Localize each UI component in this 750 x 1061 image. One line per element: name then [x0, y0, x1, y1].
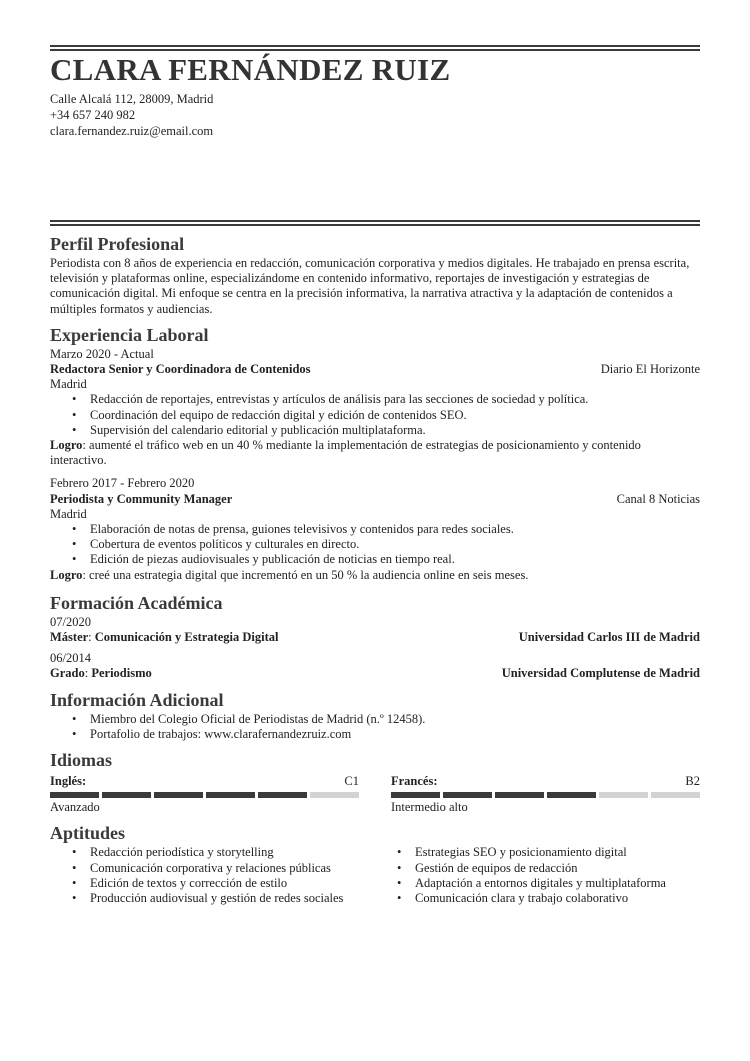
education-school: Universidad Carlos III de Madrid — [518, 630, 700, 645]
job-company: Diario El Horizonte — [600, 362, 700, 377]
education-heading: Formación Académica — [50, 592, 223, 613]
education-section — [50, 591, 700, 682]
language-name: Inglés: — [50, 774, 87, 789]
achievement-label: Logro — [50, 567, 83, 582]
job-title: Periodista y Community Manager — [50, 491, 233, 506]
job-achievement — [50, 438, 700, 468]
achievement-text: : aumenté el tráfico web en un 40 % mediante la implementación de estrategias de posicionamiento y contenido interactivo. — [50, 438, 641, 468]
language-level: B2 — [685, 774, 700, 789]
list-item: • Miembro del Colegio Oficial de Periodistas de Madrid (n.º 12458). — [90, 712, 700, 727]
level-segment-filled — [206, 792, 255, 798]
contact-address: Calle Alcalá 112, 28009, Madrid — [50, 92, 214, 106]
list-item: • Comunicación corporativa y relaciones públicas — [90, 861, 375, 876]
language-row — [391, 774, 700, 789]
list-item: • Cobertura de eventos políticos y culturales en directo. — [90, 537, 700, 552]
list-item: • Gestión de equipos de redacción — [415, 861, 700, 876]
list-item: • Coordinación del equipo de redacción digital y edición de contenidos SEO. — [90, 408, 700, 423]
language-description: Intermedio alto — [391, 800, 468, 815]
experience-heading: Experiencia Laboral — [50, 324, 209, 345]
language-level-bar — [50, 792, 359, 798]
job-title: Redactora Senior y Coordinadora de Contenidos — [50, 362, 311, 377]
level-segment-empty — [651, 792, 700, 798]
skills-heading: Aptitudes — [50, 823, 126, 844]
job-dates: Marzo 2020 - Actual — [50, 346, 154, 361]
education-school: Universidad Complutense de Madrid — [501, 666, 700, 681]
level-segment-filled — [443, 792, 492, 798]
skills-list-right — [375, 845, 700, 906]
education-entry — [50, 651, 700, 681]
header-bottom-rule — [50, 220, 700, 226]
education-row — [50, 630, 700, 645]
education-field: Periodismo — [91, 666, 152, 681]
list-item: • Comunicación clara y trabajo colaborativo — [415, 891, 700, 906]
job-dates: Febrero 2017 - Febrero 2020 — [50, 476, 195, 491]
job-location: Madrid — [50, 377, 87, 392]
list-item: • Producción audiovisual y gestión de redes sociales — [90, 891, 375, 906]
education-degree-line: Grado: Periodismo — [50, 666, 152, 681]
language-row — [50, 774, 359, 789]
job-achievement — [50, 568, 700, 583]
level-segment-filled — [102, 792, 151, 798]
level-segment-filled — [495, 792, 544, 798]
languages-section — [50, 748, 700, 815]
education-field: Comunicación y Estrategia Digital — [94, 630, 279, 645]
language-description: Avanzado — [50, 800, 100, 815]
achievement-label: Logro — [50, 438, 83, 453]
resume-content — [50, 232, 700, 912]
list-item: • Redacción periodística y storytelling — [90, 845, 375, 860]
language-name: Francés: — [391, 774, 438, 789]
job-entry — [50, 476, 700, 582]
language-entry — [50, 774, 359, 815]
level-segment-empty — [310, 792, 359, 798]
job-bullets — [50, 392, 700, 438]
list-item: • Edición de piezas audiovisuales y publicación de noticias en tiempo real. — [90, 552, 700, 567]
level-segment-filled — [50, 792, 99, 798]
education-degree: Grado — [50, 666, 85, 681]
education-degree-line: Máster: Comunicación y Estrategia Digital — [50, 630, 279, 645]
achievement-text: : creé una estrategia digital que incrementó en un 50 % la audiencia online en seis meses. — [82, 567, 529, 582]
level-segment-filled — [154, 792, 203, 798]
language-level: C1 — [344, 774, 359, 789]
education-entry — [50, 615, 700, 645]
list-item: • Adaptación a entornos digitales y multiplataforma — [415, 876, 700, 891]
contact-email: clara.fernandez.ruiz@email.com — [50, 124, 214, 138]
language-entry — [391, 774, 700, 815]
level-segment-filled — [547, 792, 596, 798]
header-top-rule — [50, 45, 700, 51]
education-row — [50, 666, 700, 681]
job-title-row — [50, 492, 700, 507]
level-segment-filled — [391, 792, 440, 798]
list-item: • Redacción de reportajes, entrevistas y artículos de análisis para las secciones de sociedad y política. — [90, 392, 700, 407]
job-company: Canal 8 Noticias — [616, 491, 700, 506]
education-degree: Máster — [50, 630, 89, 645]
job-entry — [50, 347, 700, 469]
language-level-bar — [391, 792, 700, 798]
level-segment-empty — [599, 792, 648, 798]
job-location: Madrid — [50, 506, 87, 521]
job-title-row — [50, 362, 700, 377]
languages-heading: Idiomas — [50, 750, 113, 771]
additional-list — [50, 712, 700, 742]
list-item: • Edición de textos y corrección de estilo — [90, 876, 375, 891]
languages-grid — [50, 774, 700, 815]
candidate-name: CLARA FERNÁNDEZ RUIZ — [50, 52, 451, 87]
additional-section — [50, 688, 700, 742]
list-item: • Portafolio de trabajos: www.clarafernandezruiz.com — [90, 727, 700, 742]
experience-section — [50, 323, 700, 583]
contact-block — [50, 91, 213, 139]
skills-columns — [50, 845, 700, 906]
job-bullets — [50, 522, 700, 568]
list-item: • Supervisión del calendario editorial y publicación multiplataforma. — [90, 423, 700, 438]
list-item: • Elaboración de notas de prensa, guiones televisivos y contenidos para redes sociales. — [90, 522, 700, 537]
education-date: 07/2020 — [50, 614, 91, 629]
list-item: • Estrategias SEO y posicionamiento digital — [415, 845, 700, 860]
profile-text: Periodista con 8 años de experiencia en redacción, comunicación corporativa y medios digitales. He trabajado en prensa escrita, televisión y plataformas online, especializándome en contenido informativo, reportajes de investigación y estrategias de comunicación digital. Mi enfoque se centra en la precisión informativa, la narrativa atractiva y la adaptación de contenidos a múltiples formatos y audiencias. — [50, 256, 690, 316]
profile-heading: Perfil Profesional — [50, 234, 185, 254]
contact-phone: +34 657 240 982 — [50, 108, 136, 122]
additional-heading: Información Adicional — [50, 689, 224, 710]
profile-section — [50, 232, 700, 317]
level-segment-filled — [258, 792, 307, 798]
skills-list-left — [50, 845, 375, 906]
skills-section — [50, 821, 700, 906]
education-date: 06/2014 — [50, 651, 91, 666]
